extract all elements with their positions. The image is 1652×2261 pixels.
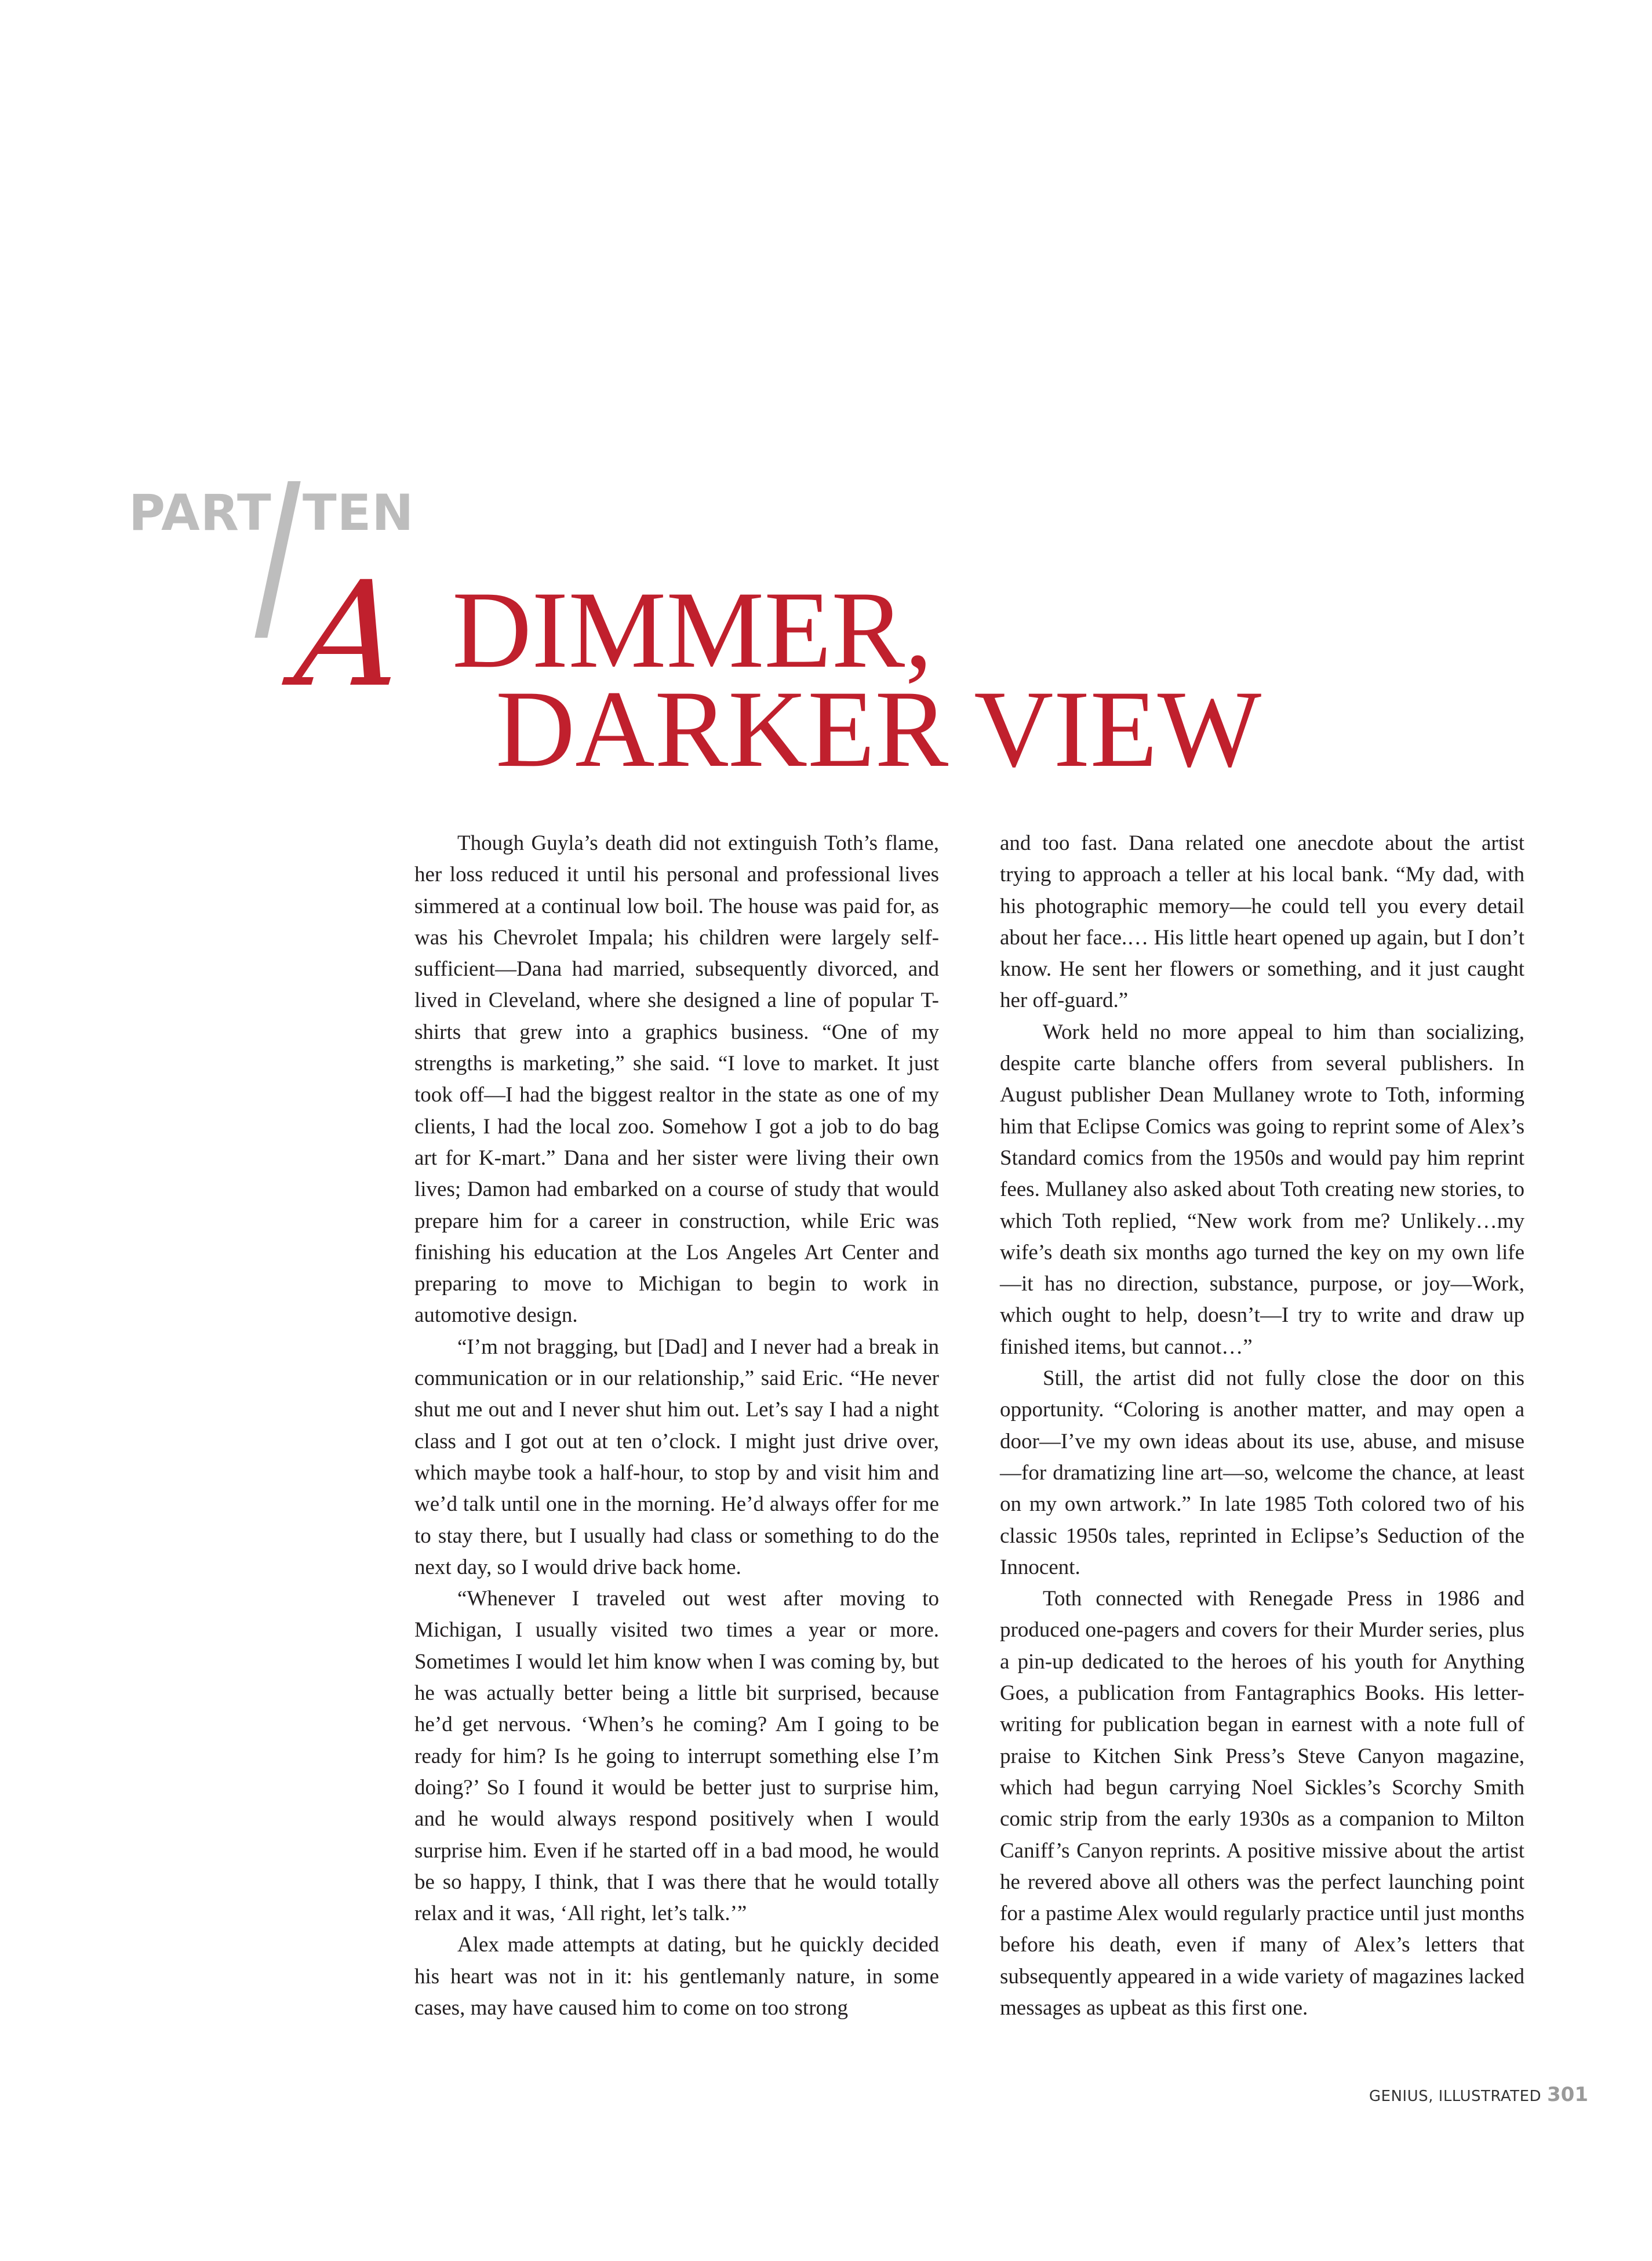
paragraph: Though Guyla’s death did not extinguish Toth’s flame, her loss reduced it until his personal and professional lives simmered at a continual low boil. The house was paid for, as was his Chevrolet Impala; his children were largely self-sufficient—Dana had married, subsequently divorced, and lived in Cleveland, where she designed a line of popular T-shirts that grew into a graphics business. “One of my strengths is marketing,” she said. “I love to market. It just took off—I had the biggest realtor in the state as one of my clients, I had the local zoo. Somehow I got a job to do bag art for K-mart.” Dana and her sister were living their own lives; Damon had embarked on a course of study that would prepare him for a career in construction, while Eric was finishing his education at the Los Angeles Art Center and preparing to move to Michigan to begin to work in automotive design. [414, 831, 939, 1328]
chapter-title-line-2: DARKER VIEW [496, 668, 1262, 790]
body-column-right [1000, 828, 1524, 2024]
paragraph: and too fast. Dana related one anecdote about the artist trying to approach a teller at his local bank. “My dad, with his photographic memory—he could tell you every detail about her face.… His little heart opened up again, but I don’t know. He sent her flowers or something, and it just caught her off-guard.” [1000, 831, 1524, 1013]
running-footer-title: GENIUS, ILLUSTRATED [1369, 2088, 1542, 2105]
paragraph: “I’m not bragging, but [Dad] and I never had a break in communication or in our relationship,” said Eric. “He never shut me out and I never shut him out. Let’s say I had a night class and I got out at ten o’clock. I might just drive over, which maybe took a half-hour, to stop by and visit him and we’d talk until one in the morning. He’d always offer for me to stay there, but I usually had class or something to do the next day, so I would drive back home. [414, 1335, 939, 1579]
body-column-left [414, 828, 939, 2024]
part-word: PART [129, 484, 272, 542]
paragraph: “Whenever I traveled out west after moving to Michigan, I usually visited two times a year or more. Sometimes I would let him know when I was coming by, but he was actually better being a little bit surprised, because he’d get nervous. ‘When’s he coming? Am I going to be ready for him? Is he going to interrupt something else I’m doing?’ So I found it would be better just to surprise him, and he would always respond positively when I would surprise him. Even if he started off in a bad mood, he would be so happy, I think, that I was there that he would totally relax and it was, ‘All right, let’s talk.’” [414, 1587, 939, 1926]
chapter-title-line-1: DIMMER, [452, 569, 933, 691]
page-footer [1369, 2085, 1588, 2104]
page-number: 301 [1547, 2083, 1588, 2106]
title-initial: A [289, 550, 412, 719]
part-number-word: TEN [303, 484, 414, 542]
paragraph: Alex made attempts at dating, but he quickly decided his heart was not in it: his gentlemanly nature, in some cases, may have caused him to come on too strong [414, 1933, 939, 2020]
paragraph: Work held no more appeal to him than socializing, despite carte blanche offers from several publishers. In August publisher Dean Mullaney wrote to Toth, informing him that Eclipse Comics was going to reprint some of Alex’s Standard comics from the 1950s and would pay him reprint fees. Mullaney also asked about Toth creating new stories, to which Toth replied, “New work from me? Unlikely…my wife’s death six months ago turned the key on my own life —it has no direction, substance, purpose, or joy—Work, which ought to help, doesn’t—I try to write and draw up finished items, but cannot…” [1000, 1020, 1524, 1359]
paragraph: Still, the artist did not fully close the door on this opportunity. “Coloring is another matter, and may open a door—I’ve my own ideas about its use, abuse, and misuse —for dramatizing line art—so, welcome the chance, at least on my own artwork.” In late 1985 Toth colored two of his classic 1950s tales, reprinted in Eclipse’s Seduction of the Innocent. [1000, 1366, 1524, 1579]
paragraph: Toth connected with Renegade Press in 1986 and produced one-pagers and covers for their Murder series, plus a pin-up dedicated to the heroes of his youth for Anything Goes, a publication from Fantagraphics Books. His letter-writing for publication began in earnest with a note full of praise to Kitchen Sink Press’s Steve Canyon magazine, which had begun carrying Noel Sickles’s Scorchy Smith comic strip from the early 1930s as a companion to Milton Caniff’s Canyon reprints. A positive missive about the artist he revered above all others was the perfect launching point for a pastime Alex would regularly practice until just months before his death, even if many of Alex’s letters that subsequently appeared in a wide variety of magazines lacked messages as upbeat as this first one. [1000, 1587, 1524, 2020]
